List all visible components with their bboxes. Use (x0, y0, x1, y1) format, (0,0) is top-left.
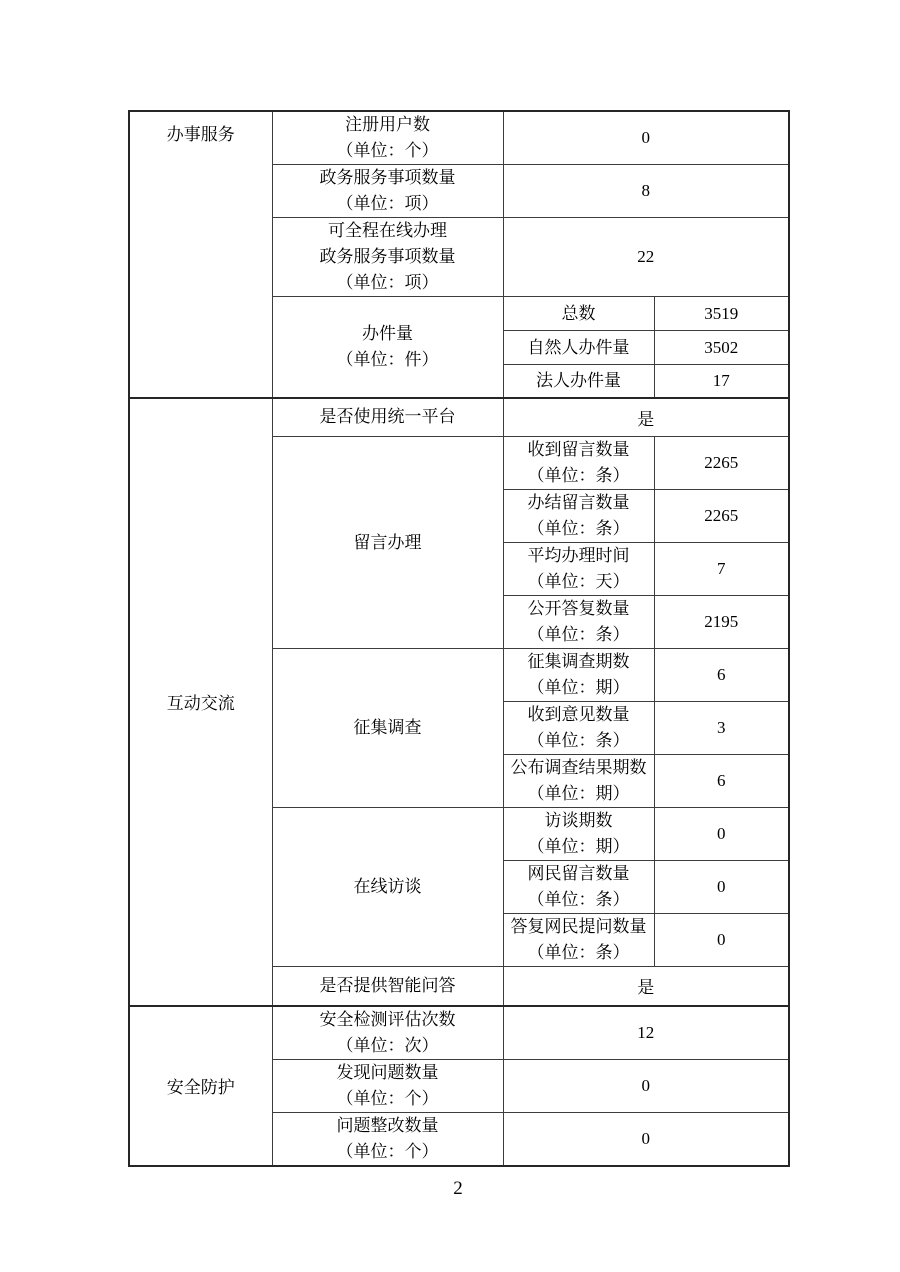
metric-cell-survey (272, 649, 503, 808)
submetric-label: 法人办件量 (536, 370, 621, 390)
submetric-label: 办结留言数量 (527, 493, 630, 512)
value-cell: 2195 (654, 596, 789, 649)
submetric-unit: （单位：条） (527, 731, 630, 750)
group-cell-security (129, 1006, 272, 1166)
submetric-unit: （单位：条） (527, 519, 630, 538)
metric-unit: （单位：项） (336, 194, 439, 213)
report-table (128, 110, 790, 1167)
group-cell-office-services (129, 111, 272, 398)
submetric-label: 访谈期数 (544, 811, 613, 830)
metric-name: 是否提供智能问答 (319, 975, 456, 995)
submetric-unit: （单位：条） (527, 943, 630, 962)
submetric-cell-netizen-messages (503, 861, 654, 914)
submetric-cell-public-replies (503, 596, 654, 649)
group-cell-interaction (129, 398, 272, 1006)
metric-cell-message-handling (272, 437, 503, 649)
value-cell: 0 (654, 861, 789, 914)
submetric-unit: （单位：条） (527, 625, 630, 644)
value-cell: 17 (654, 365, 789, 398)
metric-cell-online-interview (272, 808, 503, 967)
metric-name: 安全检测评估次数 (319, 1009, 456, 1029)
value-cell: 8 (503, 165, 789, 218)
metric-cell-unified-platform (272, 398, 503, 437)
value-cell: 22 (503, 218, 789, 297)
value-cell: 3 (654, 702, 789, 755)
group-label: 互动交流 (166, 694, 235, 713)
metric-unit: （单位：个） (336, 1141, 439, 1161)
metric-name: 办件量 (362, 323, 413, 343)
metric-unit: （单位：件） (336, 349, 439, 369)
value-cell: 6 (654, 649, 789, 702)
metric-name: 在线访谈 (353, 877, 422, 896)
metric-name: 可全程在线办理 (328, 221, 447, 240)
value-cell: 是 (503, 398, 789, 437)
submetric-cell-survey-results-published (503, 755, 654, 808)
submetric-cell-total (503, 297, 654, 331)
value-cell: 7 (654, 543, 789, 596)
submetric-label: 平均办理时间 (527, 546, 630, 565)
submetric-unit: （单位：期） (527, 837, 630, 856)
metric-name: 征集调查 (353, 718, 422, 737)
metric-cell-service-items (272, 165, 503, 218)
value-cell: 12 (503, 1006, 789, 1060)
value-cell: 0 (503, 1059, 789, 1112)
submetric-cell-messages-completed (503, 490, 654, 543)
value-cell: 0 (654, 914, 789, 967)
metric-unit: （单位：个） (336, 141, 439, 160)
submetric-unit: （单位：天） (527, 572, 630, 591)
submetric-label: 公布调查结果期数 (510, 758, 647, 777)
metric-cell-problems-rectified (272, 1112, 503, 1166)
metric-unit: （单位：项） (336, 273, 439, 292)
submetric-label: 答复网民提问数量 (510, 917, 647, 936)
submetric-label: 网民留言数量 (527, 864, 630, 883)
metric-cell-registered-users (272, 111, 503, 165)
metric-name: 注册用户数 (345, 115, 430, 134)
value-cell: 0 (503, 1112, 789, 1166)
submetric-cell-survey-periods (503, 649, 654, 702)
metric-name: 政务服务事项数量 (319, 168, 456, 187)
value-cell: 0 (503, 111, 789, 165)
submetric-cell-average-handling-time (503, 543, 654, 596)
value-cell: 6 (654, 755, 789, 808)
metric-cell-case-volume (272, 297, 503, 398)
submetric-unit: （单位：条） (527, 890, 630, 909)
submetric-unit: （单位：期） (527, 784, 630, 803)
metric-cell-problems-found (272, 1059, 503, 1112)
submetric-cell-natural-person (503, 331, 654, 365)
submetric-cell-questions-answered (503, 914, 654, 967)
submetric-cell-interview-periods (503, 808, 654, 861)
value-cell: 0 (654, 808, 789, 861)
value-cell: 2265 (654, 490, 789, 543)
table-row (129, 398, 789, 437)
group-label: 办事服务 (166, 125, 235, 144)
metric-name: 发现问题数量 (336, 1062, 439, 1082)
table-row (129, 1006, 789, 1060)
submetric-label: 收到留言数量 (527, 440, 630, 459)
metric-name: 问题整改数量 (336, 1115, 439, 1135)
submetric-unit: （单位：期） (527, 678, 630, 697)
page-number: 2 (453, 1178, 463, 1199)
metric-name: 留言办理 (353, 532, 422, 552)
metric-name: 政务服务事项数量 (319, 247, 456, 266)
submetric-cell-legal-person (503, 365, 654, 398)
submetric-label: 公开答复数量 (527, 599, 630, 618)
table-row (129, 111, 789, 165)
submetric-cell-opinions-received (503, 702, 654, 755)
value-cell: 3519 (654, 297, 789, 331)
value-cell: 2265 (654, 437, 789, 490)
submetric-cell-messages-received (503, 437, 654, 490)
metric-cell-full-online-items (272, 218, 503, 297)
metric-unit: （单位：次） (336, 1035, 439, 1055)
metric-cell-security-assessments (272, 1006, 503, 1060)
metric-cell-smart-qa (272, 967, 503, 1006)
metric-unit: （单位：个） (336, 1088, 439, 1108)
submetric-label: 总数 (561, 303, 596, 323)
submetric-label: 收到意见数量 (527, 705, 630, 724)
submetric-unit: （单位：条） (527, 466, 630, 485)
submetric-label: 征集调查期数 (527, 652, 630, 671)
value-cell: 3502 (654, 331, 789, 365)
metric-name: 是否使用统一平台 (319, 407, 456, 427)
value-cell: 是 (503, 967, 789, 1006)
group-label: 安全防护 (166, 1078, 235, 1097)
submetric-label: 自然人办件量 (527, 337, 630, 357)
